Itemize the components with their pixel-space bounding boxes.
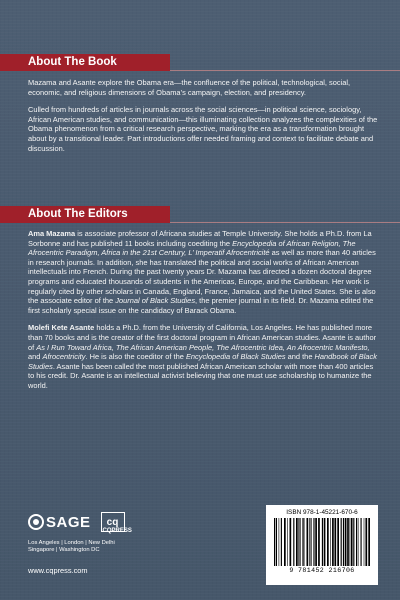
- asante-titles: Handbook of Black Studies: [28, 352, 377, 371]
- sage-circle-icon: [28, 514, 44, 530]
- asante-titles: As I Run Toward Africa, The African American People, The Afrocentric Idea, An Afrocentric Manifesto,: [36, 342, 370, 352]
- publisher-logos: [28, 510, 168, 555]
- asante-text: . Asante has been called the most published African American scholar with more than 400 articles to his credit. Dr. Asante is an intellectual activist believing that one must use scholarship to humanize the world.: [28, 361, 374, 390]
- about-editors-body: [28, 229, 378, 399]
- about-editors-heading: About The Editors: [0, 206, 170, 223]
- book-paragraph-1: Mazama and Asante explore the Obama era—the confluence of the political, technological, social, economic, and religious dimensions of Obama’s campaign, election, and presidency.: [28, 78, 351, 97]
- asante-text: and: [28, 352, 43, 362]
- mazama-titles: Encyclopedia of African Religion, The Afrocentric Paradigm, Africa in the 21st Century, L’ Imperatif Afrocentricité: [28, 238, 356, 258]
- asante-name: Molefi Kete Asante: [28, 323, 95, 333]
- asante-text: holds a Ph.D. from the University of California, Los Angeles. He has published more than 70 books and is the creator of the first doctoral program in African American studies. Asante is author of: [28, 323, 377, 352]
- journal-title: Journal of Black Studies: [115, 296, 196, 306]
- isbn-number: ISBN 978-1-45221-670-6: [286, 509, 358, 516]
- barcode-digits: 9 781452 216706: [289, 567, 355, 574]
- sage-logo: [28, 510, 168, 534]
- mazama-text: is associate professor of Africana studies at Temple University. She holds a Ph.D. from La Sorbonne and has published 11 books including coediting the: [28, 229, 372, 248]
- about-book-heading: About The Book: [0, 54, 170, 71]
- about-book-body: [28, 78, 378, 161]
- mazama-name: Ama Mazama: [28, 229, 76, 238]
- publisher-cities: [28, 540, 168, 555]
- asante-bio: [28, 323, 378, 390]
- cq-press-wordmark: CQPRESS: [102, 528, 132, 534]
- mazama-bio: [28, 229, 378, 315]
- cities-line: Singapore | Washington DC: [28, 547, 100, 554]
- sage-wordmark: SAGE: [46, 513, 91, 531]
- asante-text: and the: [285, 352, 315, 362]
- publisher-website: www.cqpress.com: [28, 566, 88, 575]
- asante-text: . He is also the coeditor of the: [85, 352, 186, 362]
- asante-titles: Afrocentricity: [42, 352, 86, 362]
- isbn-barcode: [266, 505, 378, 585]
- cq-press-logo: cq: [101, 512, 125, 532]
- mazama-text: , the premier journal in its field. Dr. Mazama edited the first scholarly special issue on the candidacy of Barack Obama.: [28, 296, 374, 315]
- book-paragraph-2: Culled from hundreds of articles in journals across the social sciences—in political science, sociology, African American studies, and communication—this illuminating collection analyzes the complexities of the Obama phenomenon from a critical research perspective, marking the era as a transformation brought about by a transitional leader. Part introductions offer needed framing and context to facilitate debate and discussion.: [28, 105, 378, 153]
- barcode-icon: [272, 518, 372, 566]
- mazama-text: as well as more than 40 articles in research journals. In addition, she has translated the political and social works of African American intellectuals into French. During the past twenty years Dr. Mazama has directed a dozen doctoral degree programs and educated thousands of students in the Americas, Europe, and the Caribbean. Her work is regularly cited by other scholars in Canada, England, France, Jamaica, and the United States. She is also the associate editor of the: [28, 248, 376, 306]
- cities-line: Los Angeles | London | New Delhi: [28, 540, 115, 546]
- asante-titles: Encyclopedia of Black Studies: [185, 352, 286, 362]
